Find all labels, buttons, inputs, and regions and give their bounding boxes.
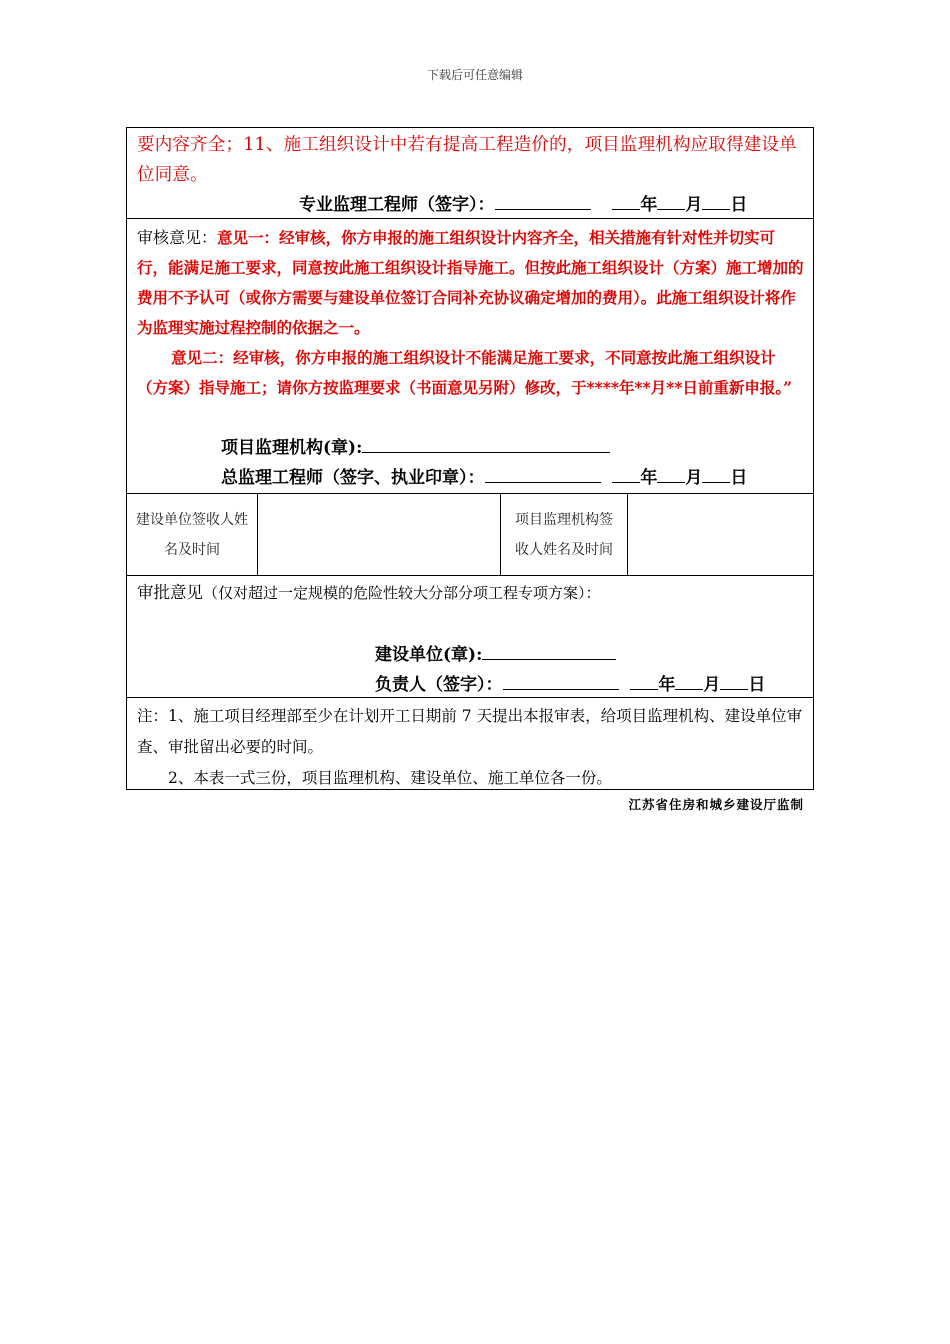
section-specialist-review bbox=[127, 128, 813, 219]
responsible-sign-label: 负责人（签字）： bbox=[375, 675, 503, 695]
responsible-signature-line bbox=[375, 670, 765, 695]
day-label: 日 bbox=[730, 468, 748, 488]
opinion2-text: 意见二：经审核，你方申报的施工组织设计不能满足施工要求，不同意按此施工组织设计（方案）指导施工；请你方按监理要求（书面意见另附）修改，于****年**月**日前重新申报。” bbox=[137, 348, 793, 397]
month-label: 月 bbox=[685, 468, 703, 488]
chief-sign-label: 总监理工程师（签字、执业印章）： bbox=[221, 468, 485, 488]
specialist-sign-field[interactable] bbox=[495, 193, 591, 210]
year-label: 年 bbox=[658, 675, 676, 695]
year-label: 年 bbox=[640, 195, 658, 215]
supervisor-receiver-field[interactable] bbox=[628, 494, 813, 575]
specialist-signature-line bbox=[299, 190, 747, 215]
section-notes bbox=[127, 698, 813, 789]
chief-signature-line bbox=[221, 463, 747, 488]
responsible-day-field[interactable] bbox=[720, 673, 748, 690]
responsible-year-field[interactable] bbox=[630, 673, 658, 690]
client-stamp-line bbox=[375, 640, 616, 665]
section-review-opinion bbox=[127, 219, 813, 494]
client-receiver-label: 建设单位签收人姓名及时间 bbox=[127, 494, 258, 575]
responsible-month-field[interactable] bbox=[675, 673, 703, 690]
note-2: 2、本表一式三份，项目监理机构、建设单位、施工单位各一份。 bbox=[168, 769, 612, 787]
opinion1-prefix: 意见一： bbox=[217, 228, 280, 247]
month-label: 月 bbox=[703, 675, 721, 695]
opinion1-text: 经审核，你方申报的施工组织设计内容齐全，相关措施有针对性并切实可行，能满足施工要求，同意按此施工组织设计指导施工。但按此施工组织设计（方案）施工增加的费用不予认可（或你方需要与建设单位签订合同补充协议确定增加的费用）。此施工组织设计将作为监理实施过程控制的依据之一。 bbox=[137, 228, 804, 337]
issuer-footer: 江苏省住房和城乡建设厅监制 bbox=[628, 797, 804, 812]
review-opinion-label: 审核意见： bbox=[137, 228, 218, 247]
client-stamp-label: 建设单位(章): bbox=[375, 645, 483, 665]
client-stamp-field[interactable] bbox=[482, 643, 616, 660]
client-receiver-field[interactable] bbox=[258, 494, 501, 575]
chief-sign-field[interactable] bbox=[485, 466, 601, 483]
chief-month-field[interactable] bbox=[657, 466, 685, 483]
day-label: 日 bbox=[748, 675, 766, 695]
section-receivers bbox=[127, 494, 813, 576]
specialist-day-field[interactable] bbox=[702, 193, 730, 210]
org-stamp-label: 项目监理机构(章): bbox=[221, 438, 363, 458]
section-approval-opinion bbox=[127, 576, 813, 698]
responsible-sign-field[interactable] bbox=[503, 673, 619, 690]
report-form bbox=[126, 127, 814, 790]
approval-opinion-note: （仅对超过一定规模的危险性较大分部分项工程专项方案）： bbox=[203, 584, 601, 602]
header-note: 下载后可任意编辑 bbox=[426, 68, 523, 82]
supervisor-receiver-label: 项目监理机构签收人姓名及时间 bbox=[501, 494, 628, 575]
specialist-sign-label: 专业监理工程师（签字）： bbox=[299, 195, 495, 215]
specialist-year-field[interactable] bbox=[612, 193, 640, 210]
approval-opinion-label: 审批意见 bbox=[137, 583, 203, 602]
specialist-month-field[interactable] bbox=[657, 193, 685, 210]
day-label: 日 bbox=[730, 195, 748, 215]
chief-year-field[interactable] bbox=[612, 466, 640, 483]
note-1: 注：1、施工项目经理部至少在计划开工日期前 7 天提出本报审表，给项目监理机构、建设单位审查、审批留出必要的时间。 bbox=[137, 707, 803, 756]
month-label: 月 bbox=[685, 195, 703, 215]
org-stamp-line bbox=[221, 433, 610, 458]
chief-day-field[interactable] bbox=[702, 466, 730, 483]
requirements-text: 要内容齐全；11、施工组织设计中若有提高工程造价的，项目监理机构应取得建设单位同意。 bbox=[137, 135, 797, 185]
org-stamp-field[interactable] bbox=[362, 436, 610, 453]
year-label: 年 bbox=[640, 468, 658, 488]
